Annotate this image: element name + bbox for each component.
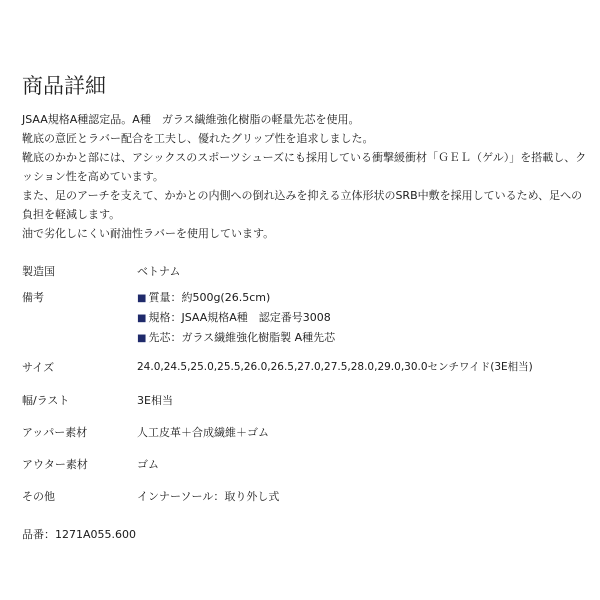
spec-label: アッパー素材: [22, 426, 88, 439]
note-item: ■ 質量：約500g(26.5cm): [137, 291, 271, 304]
spec-label: アウター素材: [22, 458, 88, 471]
product-code: 品番：1271A055.600: [22, 528, 137, 541]
product-description: [22, 110, 588, 243]
description-line: 油で劣化しにくい耐油性ラバーを使用しています。: [22, 227, 275, 240]
spec-value: 24.0,24.5,25.0,25.5,26.0,26.5,27.0,27.5,28.0,29.0,30.0センチワイド(3E相当): [137, 361, 533, 373]
spec-value: インナーソール：取り外し式: [137, 490, 280, 503]
spec-value: 3E相当: [137, 394, 173, 407]
square-bullet-icon: ■: [137, 313, 147, 324]
description-line: 靴底のかかと部には、アシックスのスポーツシューズにも採用している衝撃緩衝材「ＧＥＬ（ゲル）」を搭載し、クッション性を高めています。: [22, 151, 587, 183]
spec-label: 幅/ラスト: [22, 394, 70, 407]
page-title: 商品詳細: [22, 74, 106, 99]
spec-value: ベトナム: [137, 265, 181, 278]
spec-label: その他: [22, 490, 55, 503]
description-line: 靴底の意匠とラバー配合を工夫し、優れたグリップ性を追求しました。: [22, 132, 374, 145]
notes-list: [137, 288, 335, 348]
note-item: ■ 先芯：ガラス繊維強化樹脂製 A種先芯: [137, 331, 336, 344]
description-line: JSAA規格A種認定品。A種 ガラス繊維強化樹脂の軽量先芯を使用。: [22, 113, 360, 126]
description-line: また、足のアーチを支えて、かかとの内側への倒れ込みを抑える立体形状のSRB中敷を採用しているため、足への負担を軽減します。: [22, 189, 583, 221]
note-item: ■ 規格：JSAA規格A種 認定番号3008: [137, 311, 331, 324]
spec-label: 備考: [22, 291, 44, 304]
square-bullet-icon: ■: [137, 293, 147, 304]
spec-label: 製造国: [22, 265, 55, 278]
square-bullet-icon: ■: [137, 333, 147, 344]
spec-label: サイズ: [22, 361, 55, 374]
spec-value: ゴム: [137, 458, 159, 471]
spec-value: 人工皮革＋合成繊維＋ゴム: [137, 426, 269, 439]
